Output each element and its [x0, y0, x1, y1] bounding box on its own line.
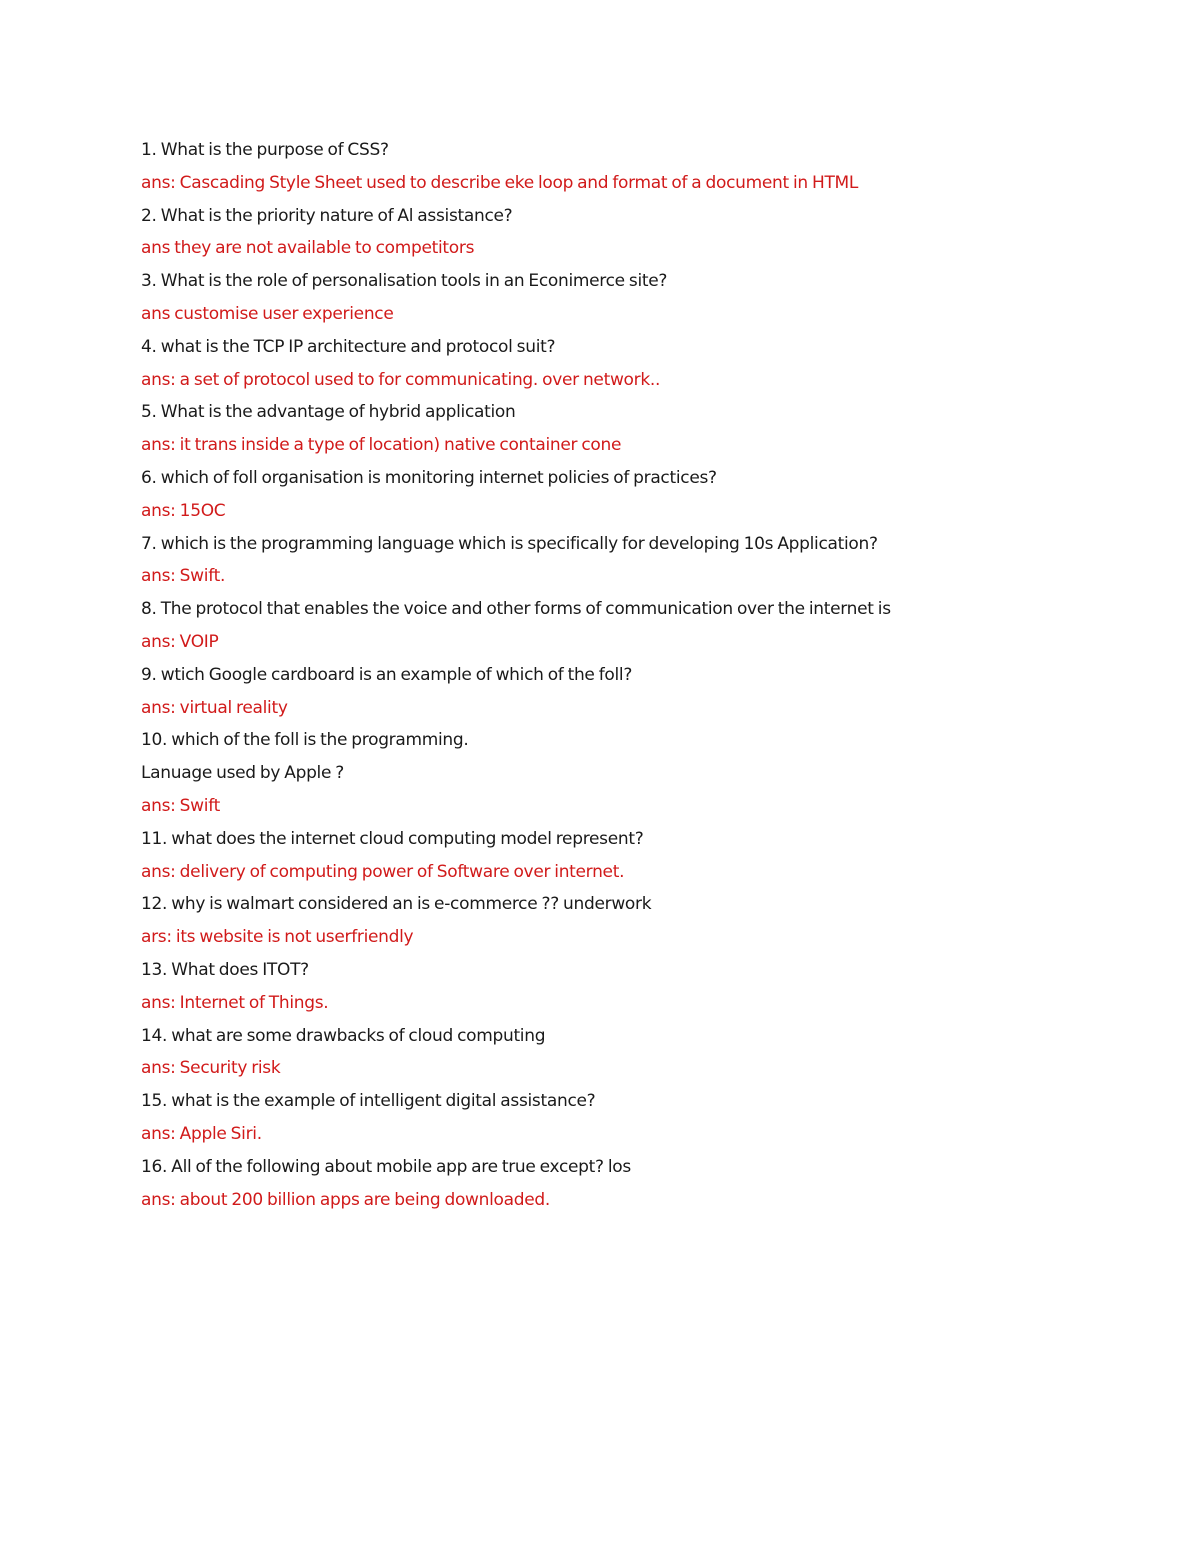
question-line: 4. what is the TCP IP architecture and protocol suit?: [141, 336, 556, 357]
answer-line: ans: about 200 billion apps are being downloaded.: [141, 1189, 551, 1210]
question-line: 8. The protocol that enables the voice and other forms of communication over the internet is: [141, 599, 891, 620]
answer-line: ans: Security risk: [141, 1058, 281, 1079]
question-line: 5. What is the advantage of hybrid application: [141, 402, 516, 423]
question-line: 11. what does the internet cloud computing model represent?: [141, 828, 644, 849]
answer-line: ans: Swift.: [141, 566, 226, 587]
question-line: 12. why is walmart considered an is e-commerce ?? underwork: [141, 894, 652, 915]
answer-line: ans: Internet of Things.: [141, 992, 329, 1013]
answer-line: ans they are not available to competitors: [141, 238, 475, 259]
question-line: 15. what is the example of intelligent digital assistance?: [141, 1091, 596, 1112]
question-line: 9. wtich Google cardboard is an example of which of the foll?: [141, 664, 633, 685]
answer-line: ans: virtual reality: [141, 697, 288, 718]
question-line: 6. which of foll organisation is monitoring internet policies of practices?: [141, 467, 717, 488]
answer-line: ans: delivery of computing power of Software over internet.: [141, 861, 625, 882]
answer-line: ans: 15OC: [141, 500, 226, 521]
answer-line: ans: Cascading Style Sheet used to describe eke loop and format of a document in HTML: [141, 172, 859, 193]
answer-line: ans: VOIP: [141, 631, 219, 652]
question-line: 10. which of the foll is the programming.: [141, 730, 469, 751]
answer-line: ans: a set of protocol used to for communicating. over network..: [141, 369, 661, 390]
answer-line: ans: it trans inside a type of location) native container cone: [141, 435, 622, 456]
question-line: 3. What is the role of personalisation tools in an Econimerce site?: [141, 271, 668, 292]
question-line: 1. What is the purpose of CSS?: [141, 140, 389, 160]
question-line: 14. what are some drawbacks of cloud computing: [141, 1025, 546, 1046]
answer-line: ans: Apple Siri.: [141, 1123, 262, 1144]
question-line: 2. What is the priority nature of Al assistance?: [141, 205, 513, 226]
answer-line: ans customise user experience: [141, 303, 394, 324]
question-line: 7. which is the programming language which is specifically for developing 10s Application?: [141, 533, 878, 554]
document-body: [141, 134, 1101, 1216]
question-line: 16. All of the following about mobile app are true except? los: [141, 1156, 631, 1177]
question-line: Lanuage used by Apple ?: [141, 763, 344, 784]
answer-line: ans: Swift: [141, 795, 220, 816]
answer-line: ars: its website is not userfriendly: [141, 927, 414, 948]
question-line: 13. What does ITOT?: [141, 959, 309, 980]
